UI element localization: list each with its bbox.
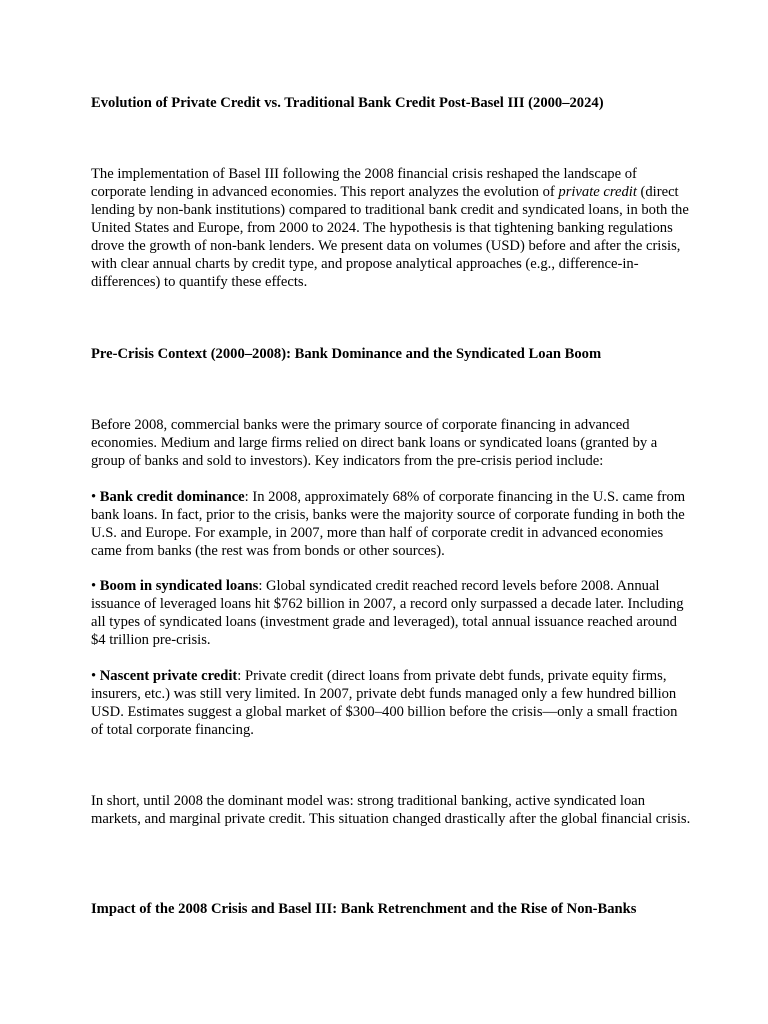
document-title: Evolution of Private Credit vs. Traditional Bank Credit Post-Basel III (2000–2024) (91, 95, 604, 111)
intro-paragraph (91, 165, 691, 291)
section-heading-pre-crisis: Pre-Crisis Context (2000–2008): Bank Dominance and the Syndicated Loan Boom (91, 346, 602, 362)
bullet-text: : Global syndicated credit reached record levels before 2008. Annual issuance of leveraged loans hit $762 billion in 2007, a record only surpassed a decade later. Including all types of syndicated loans (investment grade and leveraged), total annual issuance reached around $4 trillion pre-crisis. (91, 578, 684, 648)
intro-text-before: The implementation of Basel III following the 2008 financial crisis reshaped the landscape of corporate lending in advanced economies. This report analyzes the evolution of (91, 166, 637, 200)
bullet-bank-credit-dominance (91, 488, 691, 560)
bullet-marker: • (91, 489, 100, 505)
bullet-lead: Bank credit dominance (99, 489, 245, 505)
bullet-marker: • (91, 668, 100, 684)
bullet-text: : In 2008, approximately 68% of corporate financing in the U.S. came from bank loans. In fact, prior to the crisis, banks were the majority source of corporate funding in both the U.S. and Europe. For example, in 2007, more than half of corporate credit in advanced economies came from banks (the rest was from bonds or other sources). (91, 489, 686, 559)
intro-text-after: (direct lending by non-bank institutions) compared to traditional bank credit and syndicated loans, in both the United States and Europe, from 2000 to 2024. The hypothesis is that tightening banking regulations drove the growth of non-bank lenders. We present data on volumes (USD) before and after the crisis, with clear annual charts by credit type, and propose analytical approaches (e.g., difference-in-differences) to quantify these effects. (91, 184, 689, 290)
intro-emphasis: private credit (558, 184, 637, 200)
bullet-marker: • (91, 578, 100, 594)
bullet-lead: Nascent private credit (99, 668, 238, 684)
bullet-text: : Private credit (direct loans from private debt funds, private equity firms, insurers, etc.) was still very limited. In 2007, private debt funds managed only a few hundred billion USD. Estimates suggest a global market of $300–400 billion before the crisis—only a small fraction of total corporate financing. (91, 668, 678, 738)
section-heading-crisis-impact: Impact of the 2008 Crisis and Basel III: Bank Retrenchment and the Rise of Non-Banks (91, 901, 637, 917)
pre-crisis-summary-paragraph: In short, until 2008 the dominant model was: strong traditional banking, active syndicated loan markets, and marginal private credit. This situation changed drastically after the global financial crisis. (91, 793, 691, 827)
bullet-nascent-private-credit (91, 667, 691, 739)
bullet-syndicated-loans (91, 577, 691, 649)
pre-crisis-intro-paragraph: Before 2008, commercial banks were the primary source of corporate financing in advanced economies. Medium and large firms relied on direct bank loans or syndicated loans (granted by a group of banks and sold to investors). Key indicators from the pre-crisis period include: (91, 417, 658, 469)
bullet-lead: Boom in syndicated loans (99, 578, 259, 594)
